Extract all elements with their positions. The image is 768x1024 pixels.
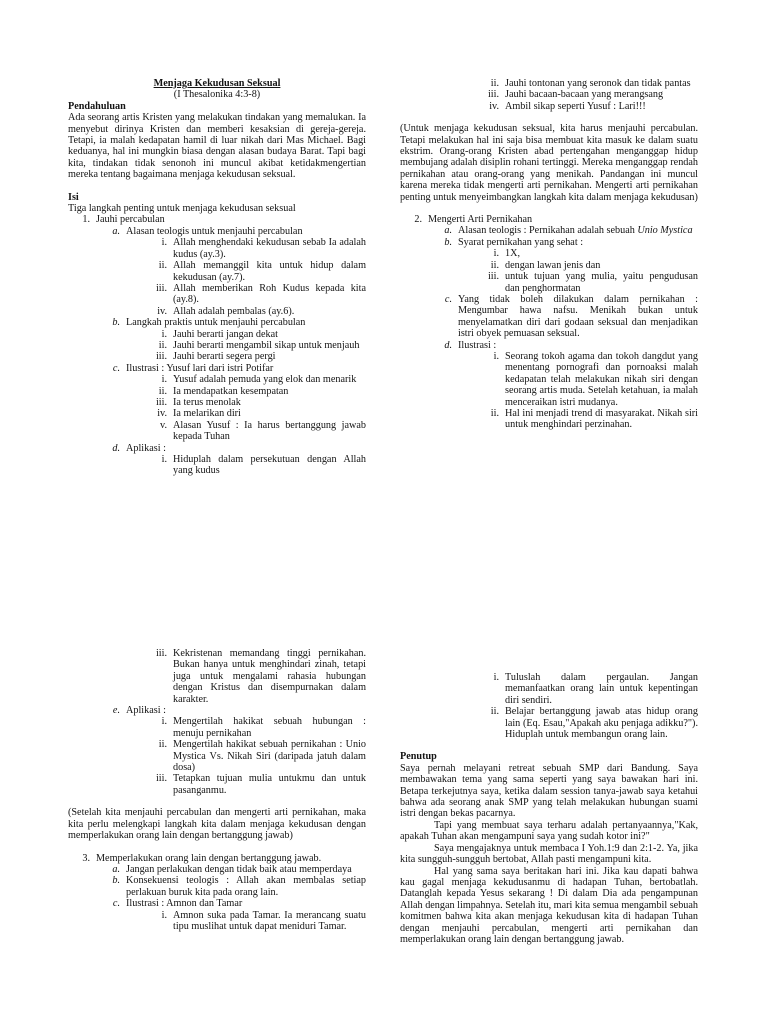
closing-paragraph-3: Saya mengajaknya untuk membaca I Yoh.1:9 dan 2:1-2. Ya, jika kita sungguh-sungguh bertobat, Allah pasti mengampuni kita. (400, 842, 698, 866)
point-1 (68, 214, 366, 225)
list-item: i. Tuluslah dalam pergaulan. Jangan memanfaatkan orang lain untuk kepentingan diri sendiri. (493, 672, 698, 706)
point-1a (96, 226, 366, 237)
list-item: i. 1X, (493, 248, 520, 260)
list-label: c. (112, 362, 120, 374)
list-label: a. (112, 225, 120, 237)
list-item: iii. untuk tujuan yang mulia, yaitu pengudusan dan penghormatan (487, 271, 698, 294)
list-text: Yang tidak boleh dilakukan dalam pernikahan : Mengumbar hawa nafsu. Menikah bukan untuk menyelamatkan diri dari godaan seksual dan menjadikan istri obyek pemuasan seksual. (458, 293, 698, 340)
closing-heading: Penutup (400, 751, 437, 763)
list-item: iv. Ia melarikan diri (157, 408, 241, 420)
list-text: Alasan teologis untuk menjauhi percabulan (126, 225, 303, 237)
transition-paragraph-2: (Setelah kita menjauhi percabulan dan mengerti arti pernikahan, maka kita perlu melengkapi langkah kita dalam menjaga kekudusan dengan memperlakukan orang lain dengan bertanggung jawab) (68, 807, 366, 842)
point-2c (428, 294, 698, 340)
intro-paragraph: Ada seorang artis Kristen yang melakukan tindakan yang memalukan. Ia menyebut dirinya Kristen dan memberi kesaksian di gereja-gereja. Tetapi, ia malah kedapatan hamil di luar nikah dari Mas Michael. Bagi keduanya, hal ini mungkin biasa dengan alasan budaya Barat. Tapi bagi kita, tindakan tidak senonoh ini muncul akibat ketidakmengertian mereka tentang bagaimana menjaga kekudusan seksual. (68, 112, 366, 181)
list-label: d. (112, 442, 120, 454)
list-label: c. (112, 898, 120, 910)
list-item: i. Hiduplah dalam persekutuan dengan Allah yang kudus (161, 454, 366, 477)
point-1c (96, 363, 366, 374)
list-item: iii. Jauhi berarti segera pergi (155, 351, 276, 363)
list-item: iii. Kekristenan memandang tinggi pernikahan. Bukan hanya untuk menghindari zinah, tetapi juga untuk mengalami rahasia hubungan dengan Kristus dan disempurnakan dalam karakter. (155, 648, 366, 705)
point-3c (96, 898, 366, 909)
list-text: Ilustrasi : Amnon dan Tamar (126, 898, 243, 910)
list-item: i. Allah menghendaki kekudusan sebab Ia adalah kudus (ay.3). (161, 237, 366, 260)
closing-paragraph-2: Tapi yang membuat saya terharu adalah pertanyaannya,"Kak, apakah Tuhan akan mengampuni saya yang sudah kotor ini?" (400, 819, 698, 843)
closing-paragraph-4: Hal yang sama saya beritakan hari ini. Jika kau dapati bahwa kau gagal menjaga kekudusanmu di hadapan Tuhan, bertobatlah. Datanglah kepada Yesus sekarang ! Di dalam Dia ada pengampunan Allah dengan limpahnya. Setelah itu, mari kita semua mengambil sebuah komitmen bahwa kita akan menjaga kekudusan kita di hadapan Tuhan dengan menjauhi percabulan, mengerti arti pernikahan dan memperlakukan orang lain dengan bertanggung jawab. (400, 865, 698, 945)
list-item: iii. Ia terus menolak (155, 396, 241, 408)
point-2-text: Mengerti Arti Pernikahan (428, 214, 533, 226)
list-item: ii. Jauhi tontonan yang seronok dan tidak pantas (490, 78, 691, 89)
list-label: b. (112, 317, 120, 329)
point-2 (400, 214, 698, 225)
list-item: ii. Ia mendapatkan kesempatan (158, 385, 289, 397)
list-item: i. Amnon suka pada Tamar. Ia merancang suatu tipu muslihat untuk dapat meniduri Tamar. (161, 909, 366, 932)
list-item: iii. Jauhi bacaan-bacaan yang merangsang (487, 89, 664, 101)
point-2a (428, 225, 698, 236)
list-text: Syarat pernikahan yang sehat : (458, 236, 584, 248)
list-label: b. (112, 875, 120, 887)
list-item: iv. Allah adalah pembalas (ay.6). (157, 305, 295, 317)
closing-paragraph-1: Saya pernah melayani retreat sebuah SMP dari Bandung. Saya membawakan tema yang sama seperti yang saya bawakan hari ini. Betapa terkejutnya saya, ketika dalam session tanya-jawab saya ketahui bahwa ada seorang anak SMP yang telah melakukan hubungan suami istri dengan bekas pacarnya. (400, 762, 698, 820)
list-item: ii. dengan lawan jenis dan (490, 259, 601, 271)
point-1-number: 1. (82, 214, 90, 226)
transition-paragraph: (Untuk menjaga kekudusan seksual, kita harus menjauhi percabulan. Tetapi melakukan hal ini saja bisa membuat kita masuk ke dalam suatu ekstrim. Orang-orang Kristen abad pertengahan menganggap hidup membujang adalah disiplin rohani tertinggi. Mereka menganggap rendah pernikahan atau orang-orang yang menikah. Pandangan ini muncul karena mereka tidak mengerti arti pernikahan. Mengerti arti pernikahan penting untuk menyeimbangkan langkah kita dalam menjaga kekudusan) (400, 123, 698, 203)
list-label: a. (444, 225, 452, 237)
list-label: d. (444, 339, 452, 351)
point-3b (96, 875, 366, 898)
list-item: i. Jauhi berarti jangan dekat (161, 328, 278, 340)
list-label: a. (112, 863, 120, 875)
point-2e (96, 705, 366, 716)
list-text: Alasan teologis : Pernikahan adalah sebuah Unio Mystica (458, 225, 693, 237)
list-item: ii. Mengertilah hakikat sebuah pernikahan : Unio Mystica Vs. Nikah Siri (daripada jatuh dalam dosa) (158, 739, 366, 774)
list-text: Konsekuensi teologis : Allah akan membalas setiap perlakuan buruk kita pada orang lain. (126, 875, 366, 898)
list-item: ii. Jauhi berarti mengambil sikap untuk menjauh (158, 339, 360, 351)
list-text: Aplikasi : (126, 705, 166, 717)
column-top-right (400, 78, 698, 431)
point-3 (68, 853, 366, 864)
point-2-number: 2. (414, 214, 422, 226)
point-3a (96, 864, 366, 875)
point-3-text: Memperlakukan orang lain dengan bertanggung jawab. (96, 852, 322, 864)
document-subtitle: (I Thesalonika 4:3-8) (173, 89, 261, 101)
list-item: i. Mengertilah hakikat sebuah hubungan : menuju pernikahan (161, 716, 366, 739)
list-label: b. (444, 236, 452, 248)
list-item: iii. Tetapkan tujuan mulia untukmu dan untuk pasanganmu. (155, 773, 366, 796)
list-item: i. Seorang tokoh agama dan tokoh dangdut yang menentang pornografi dan pornoaksi malah kedapatan telah melakukan nikah siri dengan seorang artis muda. Setelah ketahuan, ia malah menceraikan istri mudanya. (493, 350, 698, 408)
point-1d (96, 443, 366, 454)
list-text: Ilustrasi : Yusuf lari dari istri Potifar (126, 362, 274, 374)
list-item: ii. Belajar bertanggung jawab atas hidup orang lain (Eq. Esau,"Apakah aku penjaga adikku?"). Hiduplah untuk membangun orang lain. (490, 706, 698, 741)
list-label: c. (444, 293, 452, 305)
list-item: iv. Ambil sikap seperti Yusuf : Lari!!! (489, 100, 646, 112)
list-item: v. Alasan Yusuf : Ia harus bertanggung jawab kepada Tuhan (160, 419, 366, 443)
column-bottom-left (68, 648, 366, 932)
list-text: Ilustrasi : (458, 339, 497, 351)
list-item: ii. Hal ini menjadi trend di masyarakat. Nikah siri untuk menghindari perzinahan. (490, 407, 698, 431)
list-item: iii. Allah memberikan Roh Kudus kepada kita (ay.8). (155, 282, 366, 306)
list-item: i. Yusuf adalah pemuda yang elok dan menarik (161, 374, 357, 386)
list-text: Aplikasi : (126, 442, 166, 454)
list-label: e. (112, 705, 120, 717)
column-bottom-right (400, 672, 698, 945)
list-text: Jangan perlakukan dengan tidak baik atau memperdaya (126, 863, 352, 875)
point-2d (428, 340, 698, 351)
point-3-number: 3. (82, 852, 90, 864)
list-item: ii. Allah memanggil kita untuk hidup dalam kekudusan (ay.7). (158, 260, 366, 283)
list-text: Langkah praktis untuk menjauhi percabulan (126, 317, 306, 329)
document-title: Menjaga Kekudusan Seksual (153, 78, 281, 89)
point-2b (428, 237, 698, 248)
point-1b (96, 317, 366, 328)
column-top-left (68, 78, 366, 477)
isi-heading: Isi (68, 191, 79, 203)
point-1-text: Jauhi percabulan (96, 214, 165, 226)
intro-heading: Pendahuluan (68, 100, 126, 112)
isi-intro: Tiga langkah penting untuk menjaga kekudusan seksual (68, 203, 296, 215)
